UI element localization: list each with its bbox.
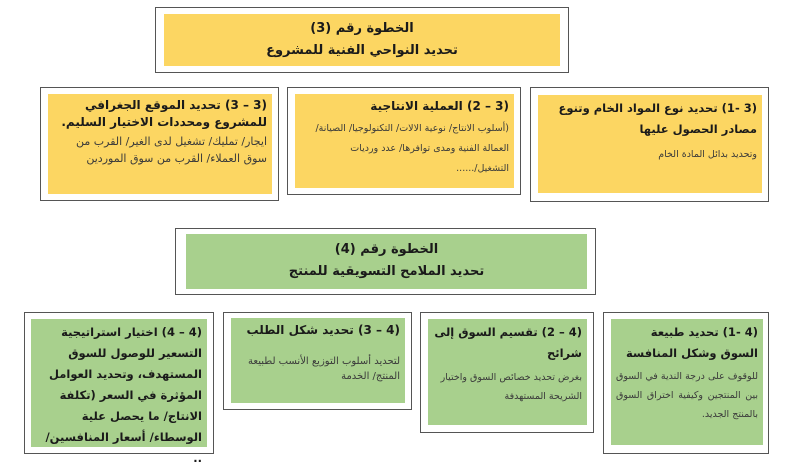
- card-4-2-body: بغرض تحديد خصائص السوق واختيار الشريحة المستهدفة: [440, 372, 582, 402]
- card-4-2: [428, 319, 587, 425]
- step4-subtitle: تحديد الملامح التسويقية للمنتج: [288, 264, 485, 279]
- card-4-2-title: (4 – 2) تقسيم السوق إلى شرائح: [434, 325, 582, 360]
- card-4-4-title: (4 – 4) اختيار استراتيجية التسعير للوصول للسوق المستهدف، وتحديد العوامل المؤثرة في السعر (تكلفة الانتاج/ ما يحصل علية الوسطاء/ أسعار المنافسين/ ..: [45, 325, 202, 465]
- card-3-2: [295, 94, 514, 188]
- card-3-2-body: (أسلوب الانتاج/ نوعية الالات/ التكنولوجيا/ الصيانة/ العمالة الفنية ومدى توافرها/ عدد ورديات التشغيل/......: [315, 123, 509, 174]
- card-3-1-body: وتحديد بدائل المادة الخام: [658, 149, 757, 160]
- step4-header: [186, 234, 587, 289]
- card-3-3: [48, 94, 272, 194]
- card-4-4: [31, 319, 207, 465]
- card-3-1-title: (3 -1) تحديد نوع المواد الخام وتنوع مصادر الحصول عليها: [558, 101, 757, 136]
- card-4-1-body: للوقوف على درجة الندية في السوق بين المنتجين وكيفية اختراق السوق بالمنتج الجديد.: [616, 371, 758, 420]
- card-4-1-title: (4 -1) تحديد طبيعة السوق وشكل المنافسة: [625, 325, 758, 360]
- step3-header: [164, 14, 560, 66]
- card-4-3-body: لتحديد أسلوب التوزيع الأنسب لطبيعة المنتج/ الخدمة: [248, 356, 400, 382]
- card-3-3-title: (3 – 3) تحديد الموقع الجغرافي للمشروع ومحددات الاختيار السليم.: [61, 98, 267, 129]
- card-4-3-title: (4 – 3) تحديد شكل الطلب: [246, 323, 400, 337]
- card-3-1: [538, 95, 762, 193]
- step3-title: الخطوة رقم (3): [310, 21, 414, 36]
- card-4-1: [611, 319, 763, 445]
- card-3-2-title: (3 – 2) العملية الانتاجية: [370, 99, 509, 113]
- step4-title: الخطوة رقم (4): [334, 242, 439, 257]
- card-4-3: [231, 318, 405, 403]
- card-3-3-body: ايجار/ تمليك/ تشغيل لدى الغير/ القرب من سوق العملاء/ القرب من سوق الموردين: [76, 135, 267, 165]
- step3-subtitle: تحديد النواحي الفنية للمشروع: [266, 43, 458, 58]
